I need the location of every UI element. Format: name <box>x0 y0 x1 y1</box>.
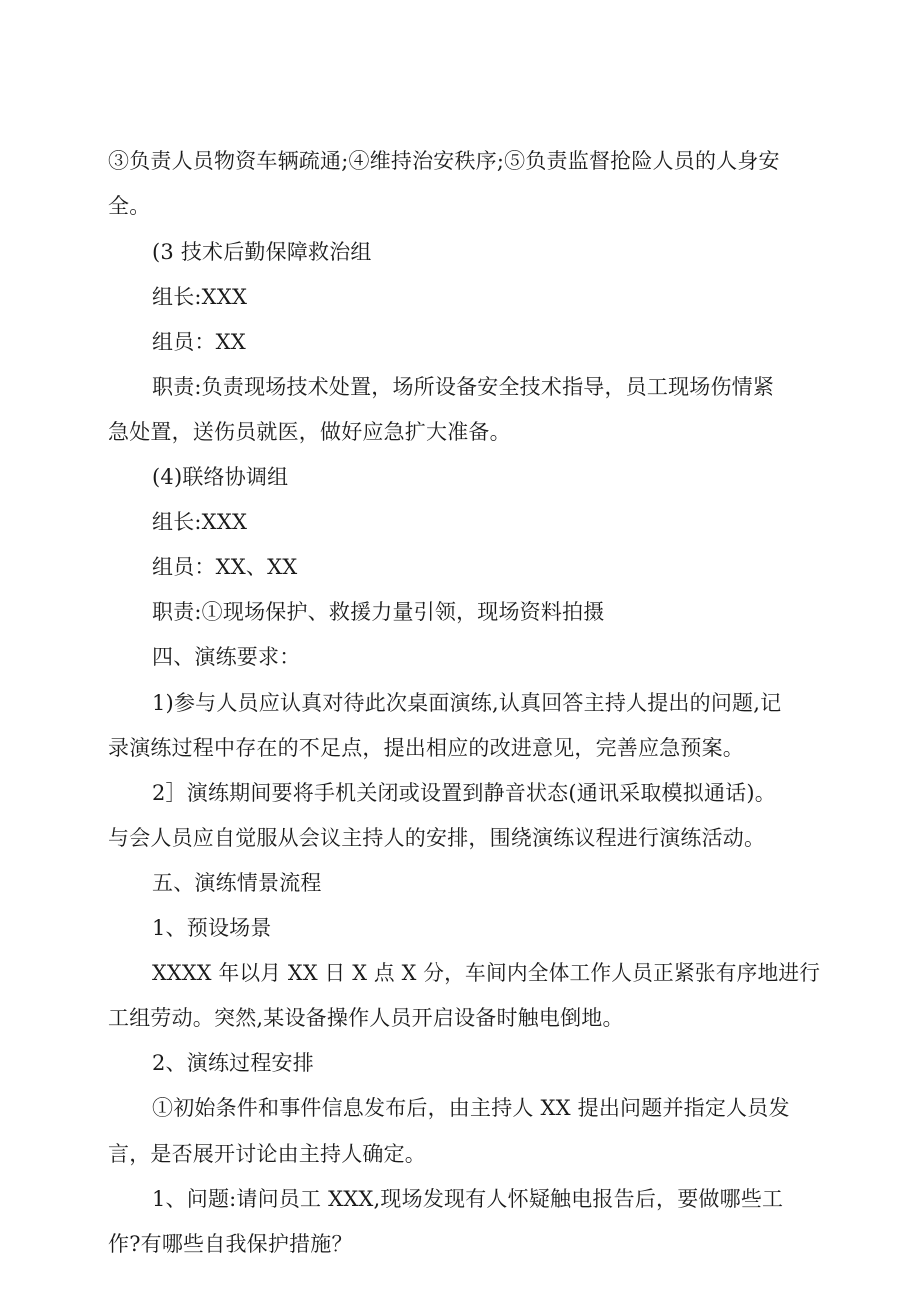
text-line-16: 与会人员应自觉服从会议主持人的安排，围绕演练议程进行演练活动。 <box>108 826 766 850</box>
text-line-23: 言，是否展开讨论由主持人确定。 <box>108 1142 426 1166</box>
text-line-11: 职责:①现场保护、救援力量引领，现场资料拍摄 <box>152 600 605 624</box>
section-heading-3: (3 技术后勤保障救治组 <box>152 240 372 264</box>
text-line-22: ①初始条件和事件信息发布后，由主持人 XX 提出问题并指定人员发 <box>152 1096 790 1120</box>
section-heading-scenario-flow: 五、演练情景流程 <box>152 871 322 895</box>
section-heading-drill-requirements: 四、演练要求： <box>152 645 301 669</box>
subheading-process-arrangement: 2、演练过程安排 <box>152 1051 314 1075</box>
text-line-2: 全。 <box>108 194 151 218</box>
text-line-19: XXXX 年以月 XX 日 X 点 X 分，车间内全体工作人员正紧张有序地进行 <box>152 961 821 985</box>
section-heading-4: (4)联络协调组 <box>152 465 289 489</box>
text-line-15: 2］演练期间要将手机关闭或设置到静音状态(通讯采取模拟通话)。 <box>152 781 776 805</box>
text-line-24: 1、问题:请问员工 XXX,现场发现有人怀疑触电报告后，要做哪些工 <box>152 1187 784 1211</box>
text-line-10: 组员：XX、XX <box>152 555 298 579</box>
text-line-9: 组长:XXX <box>152 510 248 534</box>
text-line-1: ③负责人员物资车辆疏通;④维持治安秩序;⑤负责监督抢险人员的人身安 <box>108 149 780 173</box>
text-line-20: 工组劳动。突然,某设备操作人员开启设备时触电倒地。 <box>108 1006 624 1030</box>
text-line-25: 作?有哪些自我保护措施？ <box>108 1232 353 1256</box>
text-line-4: 组长:XXX <box>152 285 248 309</box>
text-line-13: 1)参与人员应认真对待此次桌面演练,认真回答主持人提出的问题,记 <box>152 691 782 715</box>
text-line-6: 职责:负责现场技术处置，场所设备安全技术指导，员工现场伤情紧 <box>152 375 775 399</box>
text-line-7: 急处置，送伤员就医，做好应急扩大准备。 <box>108 420 511 444</box>
text-line-5: 组员：XX <box>152 330 246 354</box>
text-line-14: 录演练过程中存在的不足点，提出相应的改进意见，完善应急预案。 <box>108 736 744 760</box>
subheading-preset-scenario: 1、预设场景 <box>152 916 272 940</box>
